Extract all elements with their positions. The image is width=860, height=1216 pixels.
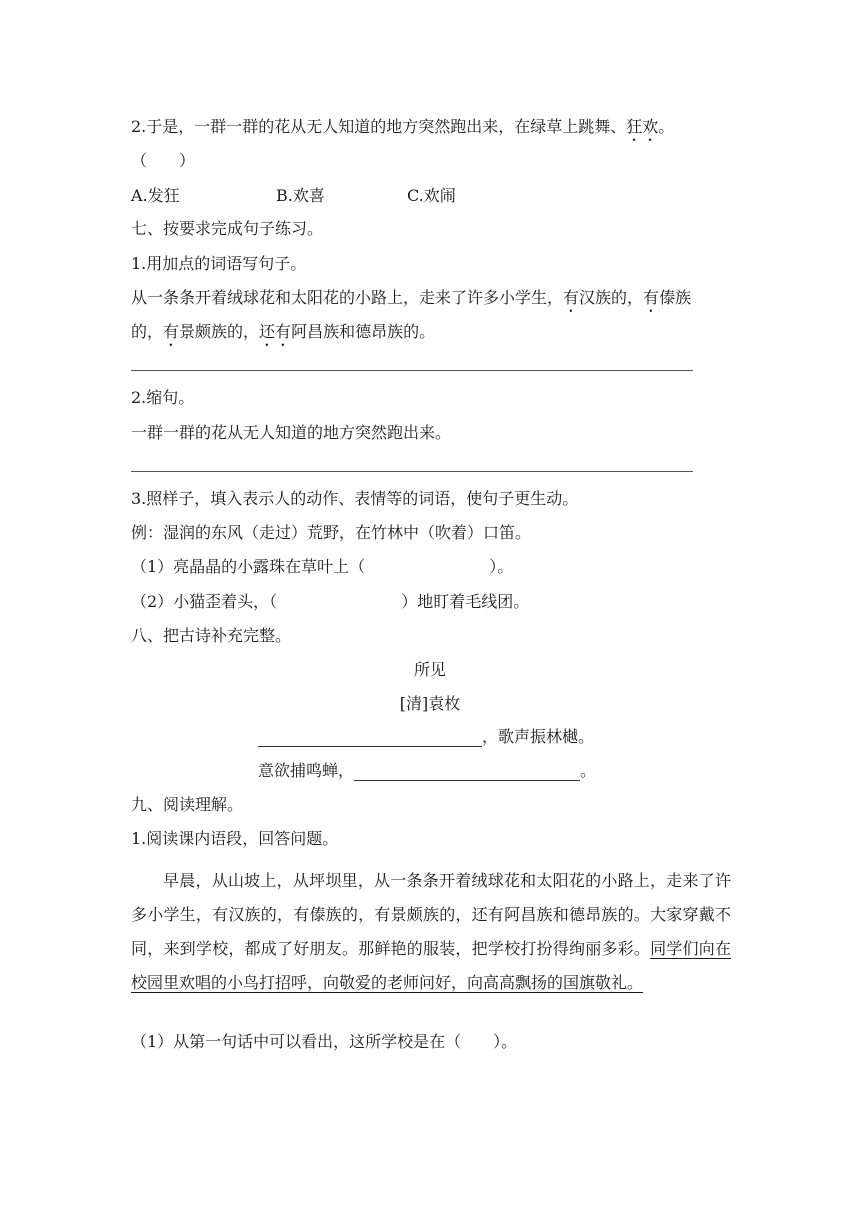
s7-q1-text: 汉族的， bbox=[579, 288, 644, 307]
dotted-word: 有 bbox=[563, 288, 580, 307]
s7-q2-title: 2.缩句。 bbox=[131, 388, 195, 407]
poem-title: 所见 bbox=[413, 660, 446, 679]
s9-q1-sub-1: （1）从第一句话中可以看出，这所学校是在（ ）。 bbox=[131, 1032, 518, 1051]
poem-line-1 bbox=[258, 727, 594, 747]
q2-stem bbox=[131, 117, 674, 145]
s7-q1-title: 1.用加点的词语写句子。 bbox=[131, 254, 307, 273]
reading-passage bbox=[131, 864, 731, 1000]
q2-option-a[interactable]: A.发狂 bbox=[131, 186, 180, 205]
s7-q3-item-1 bbox=[131, 557, 513, 577]
poem-blank-1[interactable] bbox=[258, 728, 482, 747]
q2-stem-text: 2.于是，一群一群的花从无人知道的地方突然跑出来，在绿草上跳舞、 bbox=[131, 117, 627, 136]
q2-option-c[interactable]: C.欢闹 bbox=[407, 186, 456, 205]
passage-text: 早晨，从山坡上，从坪坝里，从一条条开着绒球花和太阳花的小路上，走来了许多小学生，有汉族的，有傣族的，有景颇族的，还有阿昌族和德昂族的。大家穿戴不同，来到学校，都成了好朋友。那鲜艳的服装，把学校打扮得绚丽多彩。 bbox=[131, 871, 731, 958]
s7-q1-text: 景颇族的， bbox=[179, 322, 260, 341]
s7-q1-sentence-line1 bbox=[131, 288, 691, 316]
dotted-word: 还有 bbox=[259, 322, 292, 341]
q2-dotted-word: 狂欢 bbox=[626, 117, 659, 136]
q2-answer-paren[interactable]: （ ） bbox=[131, 151, 196, 170]
poem-blank-2[interactable] bbox=[354, 762, 580, 781]
s7-q1-text: 的， bbox=[131, 322, 164, 341]
item-text: ）。 bbox=[489, 557, 514, 576]
s7-q1-text: 傣族 bbox=[659, 288, 692, 307]
section-7-title: 七、按要求完成句子练习。 bbox=[131, 219, 324, 238]
s9-q1-title: 1.阅读课内语段，回答问题。 bbox=[131, 829, 339, 848]
poem-text: 意欲捕鸣蝉， bbox=[258, 761, 355, 780]
section-9-title: 九、阅读理解。 bbox=[131, 795, 244, 814]
section-8-title: 八、把古诗补充完整。 bbox=[131, 626, 292, 645]
item-text: ）地盯着毛线团。 bbox=[401, 592, 530, 611]
s7-q1-answer-line[interactable] bbox=[131, 370, 693, 371]
poem-text: 。 bbox=[580, 761, 597, 780]
s7-q3-title: 3.照样子，填入表示人的动作、表情等的词语，使句子更生动。 bbox=[131, 489, 579, 508]
s7-q3-item-2 bbox=[131, 592, 529, 612]
s7-q2-answer-line[interactable] bbox=[131, 471, 693, 472]
dotted-word: 有 bbox=[163, 322, 180, 341]
item-text: （1）亮晶晶的小露珠在草叶上（ bbox=[131, 557, 366, 576]
poem-author: [清]袁枚 bbox=[399, 694, 461, 713]
s7-q2-sentence: 一群一群的花从无人知道的地方突然跑出来。 bbox=[131, 423, 452, 442]
passage-underlined-text: 同学们向在校园里欢唱的小鸟打招呼，向敬爱的老师问好，向高高飘扬的国旗敬礼。 bbox=[131, 939, 731, 992]
q2-option-b[interactable]: B.欢喜 bbox=[276, 186, 325, 205]
q2-stem-end: 。 bbox=[658, 117, 675, 136]
s7-q1-text: 从一条条开着绒球花和太阳花的小路上，走来了许多小学生， bbox=[131, 288, 564, 307]
s7-q1-text: 阿昌族和德昂族的。 bbox=[291, 322, 436, 341]
poem-text: ，歌声振林樾。 bbox=[482, 727, 595, 746]
dotted-word: 有 bbox=[643, 288, 660, 307]
s7-q1-sentence-line2 bbox=[131, 322, 435, 350]
s7-q3-example: 例：湿润的东风（走过）荒野，在竹林中（吹着）口笛。 bbox=[131, 523, 532, 542]
item-text: （2）小猫歪着头，（ bbox=[131, 592, 278, 611]
poem-line-2 bbox=[258, 761, 596, 781]
